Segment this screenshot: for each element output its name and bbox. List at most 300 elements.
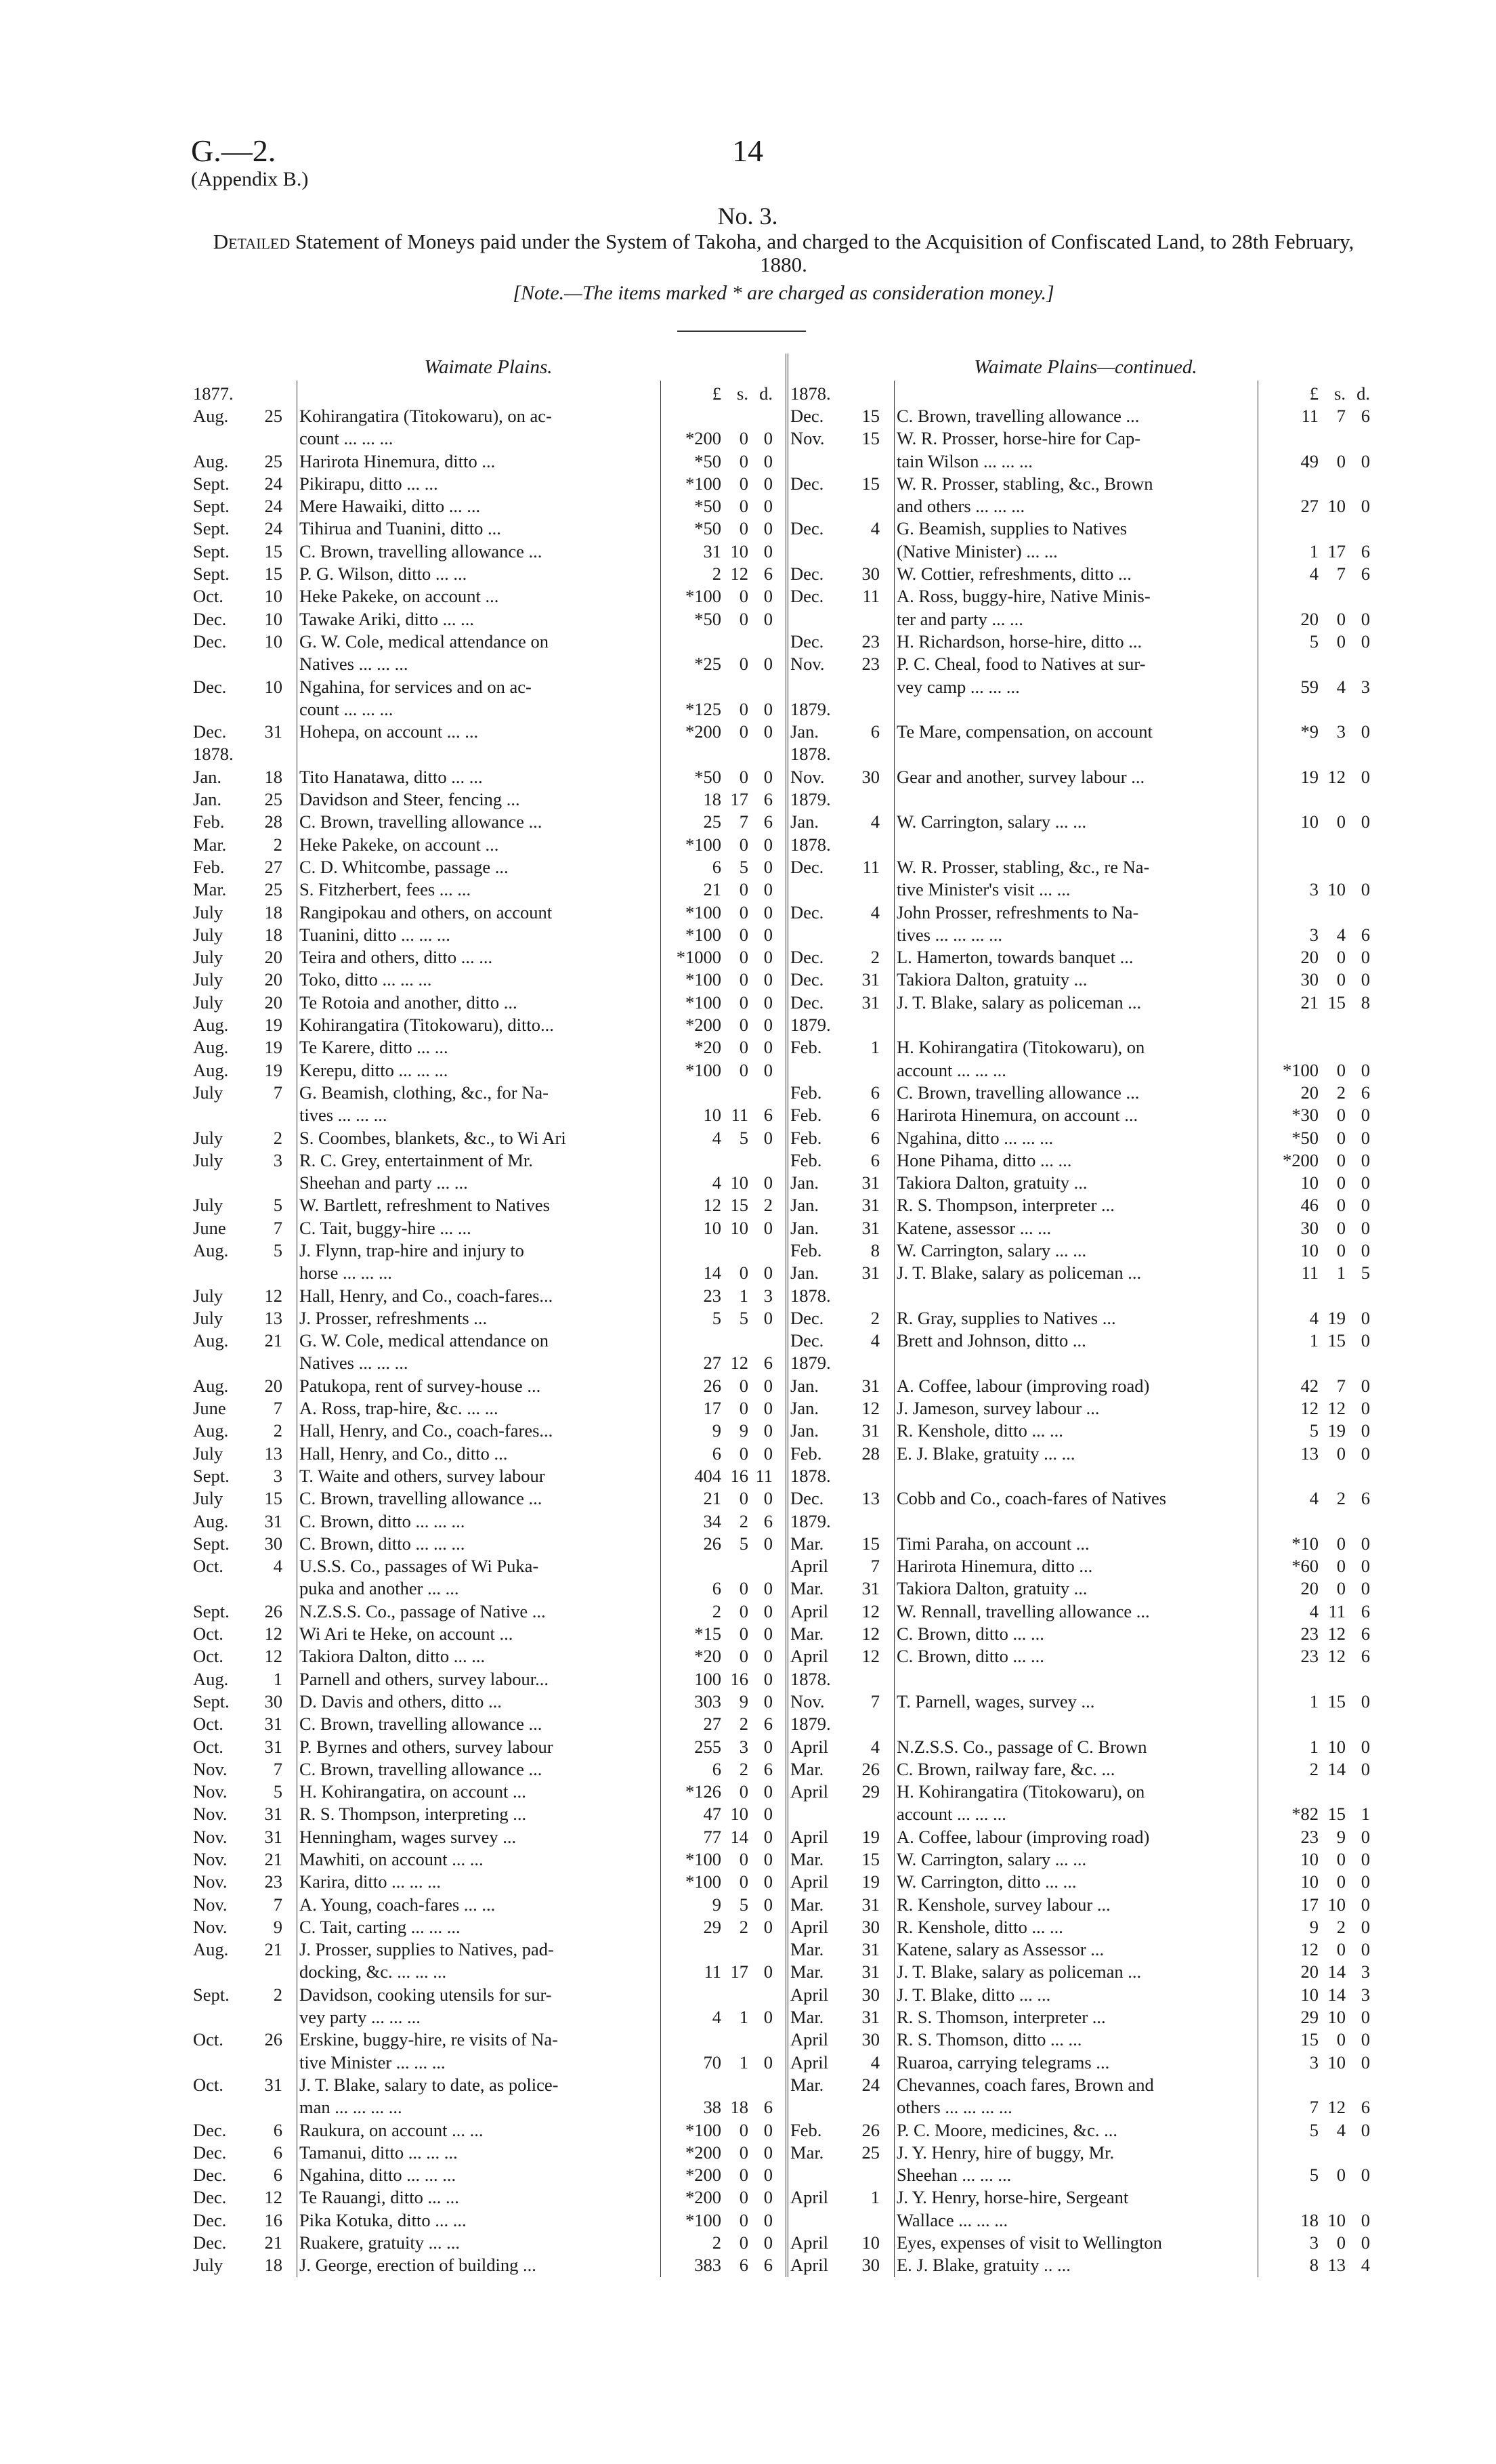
entry-day: 25 xyxy=(861,2142,880,2163)
entry-day: 10 xyxy=(264,631,282,652)
entry-pence: 0 xyxy=(1361,2029,1370,2050)
entry-description: Ngahina, ditto ... ... ... xyxy=(895,1127,1258,1149)
entry-description: P. C. Cheal, food to Natives at sur- xyxy=(895,653,1258,675)
entry-day: 30 xyxy=(264,1691,282,1712)
entry-pence: 0 xyxy=(1361,608,1370,629)
entry-day: 15 xyxy=(861,428,880,449)
entry-pence: 0 xyxy=(763,1488,773,1509)
entry-description: N.Z.S.S. Co., passage of Native ... xyxy=(297,1600,661,1623)
entry-shillings: 4 xyxy=(1336,924,1346,945)
entry-description: Sheehan ... ... ... xyxy=(895,2164,1258,2186)
entry-pence: 0 xyxy=(1361,1826,1370,1847)
entry-pounds: 2 xyxy=(712,1600,721,1621)
entry-month: Dec. xyxy=(790,564,824,585)
entry-day: 7 xyxy=(870,1556,880,1577)
entry-description: C. Brown, travelling allowance ... xyxy=(297,540,661,563)
entry-month: Sept. xyxy=(193,518,230,539)
entry-month: July xyxy=(193,1127,223,1148)
entry-shillings: 11 xyxy=(1328,1600,1346,1621)
entry-description: C. Tait, buggy-hire ... ... xyxy=(297,1217,661,1239)
entry-pounds: *100 xyxy=(685,834,721,855)
entry-description: C. Brown, travelling allowance ... xyxy=(895,1082,1258,1104)
entry-month: July xyxy=(193,1082,223,1103)
entry-pence: 0 xyxy=(763,1307,773,1328)
entry-pounds: 3 xyxy=(1309,2232,1319,2253)
ledger-row xyxy=(788,1736,1384,1758)
left-header-row xyxy=(191,381,787,405)
entry-shillings: 12 xyxy=(1327,1398,1346,1419)
entry-pence: 6 xyxy=(1361,1082,1370,1103)
entry-shillings: 0 xyxy=(739,2187,748,2208)
entry-description: tive Minister ... ... ... xyxy=(297,2052,661,2074)
entry-pence: 0 xyxy=(763,1804,773,1825)
entry-pounds: *100 xyxy=(685,924,721,945)
ledger-row xyxy=(191,653,787,675)
entry-pence: 0 xyxy=(1361,1059,1370,1080)
entry-shillings: 10 xyxy=(730,1217,748,1238)
entry-day: 10 xyxy=(264,676,282,697)
entry-pounds: 34 xyxy=(703,1510,721,1531)
ledger-row xyxy=(788,878,1384,901)
entry-pounds: *100 xyxy=(685,1849,721,1869)
ledger-row xyxy=(788,2142,1384,2164)
entry-month: Aug. xyxy=(193,450,229,471)
entry-shillings: 0 xyxy=(739,1849,748,1869)
entry-description: (Native Minister) ... ... xyxy=(895,540,1258,563)
entry-pounds: 255 xyxy=(694,1736,721,1757)
entry-month: Mar. xyxy=(790,1961,824,1982)
ledger-row xyxy=(191,1307,787,1330)
entry-pounds: 59 xyxy=(1300,676,1319,697)
entry-day: 15 xyxy=(861,1533,880,1554)
entry-month: Feb. xyxy=(193,811,225,832)
entry-day: 30 xyxy=(861,1984,880,2005)
entry-month: Feb. xyxy=(790,1127,822,1148)
ledger-row xyxy=(788,1938,1384,1961)
entry-pounds: *50 xyxy=(694,450,721,471)
entry-pence: 0 xyxy=(763,698,773,719)
consideration-note: [Note.—The items marked * are charged as consideration money.] xyxy=(513,282,1054,304)
entry-shillings: 0 xyxy=(1336,450,1346,471)
entry-shillings: 0 xyxy=(739,496,748,517)
entry-pounds: 77 xyxy=(703,1826,721,1847)
ledger-row xyxy=(788,1487,1384,1510)
entry-description: J. Jameson, survey labour ... xyxy=(895,1397,1258,1420)
entry-day: 2 xyxy=(870,947,880,968)
ledger-row xyxy=(788,766,1384,788)
entry-pence: 0 xyxy=(763,969,773,990)
entry-description: R. C. Grey, entertainment of Mr. xyxy=(297,1149,661,1172)
ledger-row xyxy=(191,1826,787,1848)
entry-pence: 5 xyxy=(1361,1262,1370,1283)
entry-pence: 6 xyxy=(1361,1646,1370,1667)
entry-pounds: *200 xyxy=(685,721,721,742)
document-number: No. 3. xyxy=(717,203,778,230)
entry-month: July xyxy=(193,1285,223,1306)
entry-month: Jan. xyxy=(790,1420,819,1441)
entry-pence: 6 xyxy=(763,1510,773,1531)
ledger-row xyxy=(191,1465,787,1487)
entry-shillings: 0 xyxy=(1336,1556,1346,1577)
entry-day: 21 xyxy=(264,2232,282,2253)
entry-description: Davidson, cooking utensils for sur- xyxy=(297,1984,661,2006)
entry-shillings: 7 xyxy=(739,811,748,832)
entry-shillings: 0 xyxy=(1336,1172,1346,1193)
entry-day: 31 xyxy=(861,1262,880,1283)
entry-day: 19 xyxy=(861,1871,880,1892)
entry-day: 12 xyxy=(861,1646,880,1667)
ledger-row xyxy=(788,1894,1384,1916)
entry-shillings: 16 xyxy=(730,1668,748,1689)
entry-description: Rangipokau and others, on account xyxy=(297,901,661,924)
entry-pounds: 2 xyxy=(1309,1758,1319,1779)
entry-pounds: 21 xyxy=(703,1488,721,1509)
entry-pence: 0 xyxy=(1361,631,1370,652)
entry-shillings: 0 xyxy=(739,1623,748,1644)
entry-shillings: 0 xyxy=(1336,2232,1346,2253)
entry-shillings: 0 xyxy=(739,473,748,494)
entry-month: Jan. xyxy=(193,789,221,810)
entry-pounds: 13 xyxy=(1300,1443,1319,1464)
entry-pence: 0 xyxy=(1361,2119,1370,2140)
entry-description: Te Rauangi, ditto ... ... xyxy=(297,2186,661,2209)
entry-month: July xyxy=(193,2255,223,2276)
entry-description: A. Ross, trap-hire, &c. ... ... xyxy=(297,1397,661,1420)
entry-day: 31 xyxy=(264,721,282,742)
entry-month: Aug. xyxy=(193,1239,229,1260)
entry-month: Dec. xyxy=(193,2165,227,2186)
entry-pounds: *100 xyxy=(685,2119,721,2140)
entry-description: account ... ... ... xyxy=(895,1059,1258,1082)
entry-shillings: 0 xyxy=(739,1646,748,1667)
entry-pounds: 9 xyxy=(712,1894,721,1915)
statement-heading xyxy=(191,230,1376,276)
entry-pence: 6 xyxy=(763,1105,773,1126)
entry-description: Raukura, on account ... ... xyxy=(297,2119,661,2142)
entry-day: 31 xyxy=(861,1894,880,1915)
ledger-row xyxy=(191,1104,787,1126)
ledger-row xyxy=(788,1803,1384,1825)
entry-month: Aug. xyxy=(193,406,229,426)
entry-description: Hall, Henry, and Co., ditto ... xyxy=(297,1443,661,1465)
entry-pounds: 9 xyxy=(1309,1916,1319,1937)
ledger-row xyxy=(788,1285,1384,1307)
entry-month: Sept. xyxy=(193,1984,230,2005)
ledger-row xyxy=(191,517,787,540)
entry-month: Dec. xyxy=(790,856,824,877)
entry-pence: 0 xyxy=(1361,1939,1370,1960)
entry-pence: 0 xyxy=(1361,1307,1370,1328)
ledger-row xyxy=(191,1600,787,1623)
entry-pence: 0 xyxy=(1361,2165,1370,2186)
entry-month: Dec. xyxy=(790,1307,824,1328)
ledger-row xyxy=(788,608,1384,631)
entry-pence: 0 xyxy=(1361,1736,1370,1757)
entry-description: J. T. Blake, salary as policeman ... xyxy=(895,1262,1258,1284)
entry-pence: 0 xyxy=(763,2119,773,2140)
entry-description: C. Brown, travelling allowance ... xyxy=(297,1758,661,1781)
ledger-row xyxy=(788,1217,1384,1239)
entry-day: 31 xyxy=(861,1939,880,1960)
ledger-row xyxy=(191,427,787,450)
entry-shillings: 10 xyxy=(730,540,748,561)
ledger-row xyxy=(191,1894,787,1916)
entry-pence: 0 xyxy=(1361,1556,1370,1577)
entry-month: April xyxy=(790,1781,828,1802)
entry-month: Sept. xyxy=(193,1691,230,1712)
ledger-row xyxy=(191,1577,787,1600)
entry-pence: 0 xyxy=(1361,1533,1370,1554)
entry-shillings: 13 xyxy=(1327,2255,1346,2276)
ledger-row xyxy=(191,2209,787,2232)
entry-shillings: 10 xyxy=(1327,879,1346,900)
entry-day: 30 xyxy=(861,564,880,585)
ledger-row xyxy=(788,721,1384,743)
entry-pounds: *100 xyxy=(685,473,721,494)
entry-day: 23 xyxy=(861,654,880,675)
ledger-row xyxy=(788,2232,1384,2254)
entry-shillings: 2 xyxy=(739,1758,748,1779)
entry-pence: 0 xyxy=(1361,1691,1370,1712)
entry-day: 30 xyxy=(861,2029,880,2050)
ledger-row xyxy=(788,1104,1384,1126)
ledger-row xyxy=(191,1533,787,1555)
entry-description: C. Brown, ditto ... ... xyxy=(895,1623,1258,1645)
entry-shillings: 0 xyxy=(1336,1127,1346,1148)
entry-shillings: 5 xyxy=(739,856,748,877)
entry-shillings: 0 xyxy=(1336,947,1346,968)
entry-pounds: *1000 xyxy=(676,947,721,968)
entry-description xyxy=(895,1285,1258,1307)
entry-month: Aug. xyxy=(193,1668,229,1689)
entry-day: 6 xyxy=(870,1149,880,1170)
ledger-row xyxy=(788,405,1384,427)
entry-day: 31 xyxy=(861,992,880,1013)
ledger-row xyxy=(191,1375,787,1397)
entry-pence: 6 xyxy=(763,1353,773,1374)
entry-day: 18 xyxy=(264,766,282,787)
entry-month: April xyxy=(790,1826,828,1847)
ledger-row xyxy=(191,901,787,924)
entry-description: C. Brown, ditto ... ... ... xyxy=(297,1533,661,1555)
entry-pounds: *100 xyxy=(685,586,721,607)
entry-pence: 0 xyxy=(1361,1758,1370,1779)
ledger-row xyxy=(788,1577,1384,1600)
entry-month: April xyxy=(790,1916,828,1937)
entry-description: Harirota Hinemura, on account ... xyxy=(895,1104,1258,1126)
entry-shillings: 0 xyxy=(739,2165,748,2186)
entry-description: J. Y. Henry, hire of buggy, Mr. xyxy=(895,2142,1258,2164)
entry-description: Mere Hawaiki, ditto ... ... xyxy=(297,495,661,517)
entry-shillings: 0 xyxy=(739,1059,748,1080)
entry-month: June xyxy=(193,1217,226,1238)
entry-shillings: 0 xyxy=(739,2209,748,2230)
entry-month: April xyxy=(790,1736,828,1757)
entry-description: Kerepu, ditto ... ... ... xyxy=(297,1059,661,1082)
entry-pounds: 10 xyxy=(703,1217,721,1238)
entry-pounds: *25 xyxy=(694,654,721,675)
right-col-shillings: s. xyxy=(1334,383,1346,404)
entry-pence: 0 xyxy=(1361,2052,1370,2073)
ledger-row xyxy=(191,2052,787,2074)
entry-pence: 6 xyxy=(763,2255,773,2276)
entry-month: Dec. xyxy=(790,518,824,539)
entry-pence: 3 xyxy=(763,1285,773,1306)
entry-description: docking, &c. ... ... ... xyxy=(297,1961,661,1983)
entry-pence: 0 xyxy=(763,879,773,900)
entry-description: Tamanui, ditto ... ... ... xyxy=(297,2142,661,2164)
entry-description: C. Brown, ditto ... ... ... xyxy=(297,1510,661,1533)
entry-day: 5 xyxy=(273,1239,282,1260)
entry-description: Ruaroa, carrying telegrams ... xyxy=(895,2052,1258,2074)
entry-pounds: 10 xyxy=(1300,1172,1319,1193)
ledger-row xyxy=(191,1194,787,1216)
entry-pence: 6 xyxy=(763,1714,773,1735)
entry-description: C. Brown, travelling allowance ... xyxy=(297,1487,661,1510)
entry-pence: 2 xyxy=(763,1195,773,1216)
entry-shillings: 10 xyxy=(1327,496,1346,517)
entry-day: 2 xyxy=(273,834,282,855)
entry-shillings: 1 xyxy=(1336,1262,1346,1283)
entry-shillings: 0 xyxy=(739,2142,748,2163)
entry-description xyxy=(895,788,1258,811)
entry-shillings: 0 xyxy=(1336,1849,1346,1869)
entry-pounds: *9 xyxy=(1300,721,1319,742)
entry-day: 21 xyxy=(264,1939,282,1960)
entry-day: 13 xyxy=(264,1307,282,1328)
ledger-row xyxy=(788,1059,1384,1082)
ledger-row xyxy=(788,992,1384,1014)
entry-description xyxy=(895,1465,1258,1487)
entry-month: Mar. xyxy=(790,2142,824,2163)
ledger-row xyxy=(788,1465,1384,1487)
entry-pounds: 20 xyxy=(1300,1961,1319,1982)
entry-shillings: 0 xyxy=(739,586,748,607)
ledger-row xyxy=(788,1082,1384,1104)
entry-day: 20 xyxy=(264,947,282,968)
entry-description: W. Carrington, ditto ... ... xyxy=(895,1871,1258,1893)
entry-pounds: *200 xyxy=(685,2187,721,2208)
entry-description: J. Flynn, trap-hire and injury to xyxy=(297,1239,661,1262)
entry-pence: 4 xyxy=(1361,2255,1370,2276)
ledger-row xyxy=(788,631,1384,653)
entry-day: 2 xyxy=(870,1307,880,1328)
entry-description: C. Brown, travelling allowance ... xyxy=(297,1713,661,1735)
entry-month: Nov. xyxy=(193,1871,228,1892)
entry-month: Mar. xyxy=(193,834,227,855)
entry-description: W. Carrington, salary ... ... xyxy=(895,811,1258,833)
entry-pounds: *20 xyxy=(694,1646,721,1667)
heading-lead: Detailed xyxy=(213,230,291,253)
entry-pence: 0 xyxy=(763,1871,773,1892)
ledger-row xyxy=(788,2074,1384,2096)
entry-pence: 0 xyxy=(763,1646,773,1667)
entry-day: 31 xyxy=(861,1172,880,1193)
entry-pounds: 31 xyxy=(703,540,721,561)
ledger-row xyxy=(191,1127,787,1149)
entry-description: Wallace ... ... ... xyxy=(895,2209,1258,2232)
ledger-row xyxy=(191,743,787,765)
entry-day: 15 xyxy=(264,1488,282,1509)
entry-day: 12 xyxy=(861,1600,880,1621)
entry-pounds: *200 xyxy=(685,1015,721,1036)
heading-text: Statement of Moneys paid under the System of Takoha, and charged to the Acquisition of Confiscated Land, to 28th February, 1880. xyxy=(295,230,1354,276)
entry-month: Nov. xyxy=(790,766,825,787)
entry-shillings: 12 xyxy=(1327,2097,1346,2118)
left-col-pence: d. xyxy=(759,383,773,404)
entry-month: Oct. xyxy=(193,1736,223,1757)
ledger-row xyxy=(788,1397,1384,1420)
entry-month: Oct. xyxy=(193,2074,223,2095)
entry-shillings: 2 xyxy=(1336,1082,1346,1103)
entry-day: 4 xyxy=(870,2052,880,2073)
entry-pence: 0 xyxy=(763,1262,773,1283)
entry-description: ter and party ... ... xyxy=(895,608,1258,631)
entry-shillings: 0 xyxy=(739,698,748,719)
entry-description: R. Kenshole, ditto ... ... xyxy=(895,1420,1258,1442)
ledger-row xyxy=(788,1555,1384,1577)
entry-pounds: 4 xyxy=(712,1172,721,1193)
entry-pounds: *50 xyxy=(694,766,721,787)
entry-shillings: 0 xyxy=(739,518,748,539)
entry-day: 28 xyxy=(861,1443,880,1464)
entry-day: 12 xyxy=(264,1623,282,1644)
entry-month: July xyxy=(193,1488,223,1509)
entry-description: man ... ... ... ... xyxy=(297,2096,661,2119)
entry-description: W. Rennall, travelling allowance ... xyxy=(895,1600,1258,1623)
ledger-row xyxy=(788,856,1384,878)
ledger-row xyxy=(191,2119,787,2142)
ledger-row xyxy=(191,563,787,585)
entry-shillings: 14 xyxy=(730,1826,748,1847)
entry-description: Takiora Dalton, ditto ... ... xyxy=(297,1645,661,1668)
entry-pounds: 2 xyxy=(712,2232,721,2253)
entry-pounds: *100 xyxy=(685,992,721,1013)
entry-description: Eyes, expenses of visit to Wellington xyxy=(895,2232,1258,2254)
entry-month: Aug. xyxy=(193,1375,229,1396)
entry-description: C. D. Whitcombe, passage ... xyxy=(297,856,661,878)
entry-day: 16 xyxy=(264,2209,282,2230)
ledger-row xyxy=(788,946,1384,969)
entry-pounds: 10 xyxy=(1300,1871,1319,1892)
entry-pence: 0 xyxy=(763,766,773,787)
ledger-row xyxy=(191,788,787,811)
entry-pounds: 27 xyxy=(1300,496,1319,517)
entry-month: 1879. xyxy=(790,789,831,810)
ledger-row xyxy=(191,2142,787,2164)
entry-month: Dec. xyxy=(193,2142,227,2163)
ledger-row xyxy=(191,1443,787,1465)
entry-month: Dec. xyxy=(790,1330,824,1351)
entry-pence: 0 xyxy=(763,1826,773,1847)
entry-description: A. Ross, buggy-hire, Native Minis- xyxy=(895,585,1258,608)
entry-description: C. Brown, travelling allowance ... xyxy=(297,811,661,833)
entry-description xyxy=(895,1014,1258,1036)
ledger-row xyxy=(788,1510,1384,1533)
entry-description: G. W. Cole, medical attendance on xyxy=(297,631,661,653)
entry-day: 2 xyxy=(273,1127,282,1148)
ledger-row xyxy=(191,1330,787,1352)
entry-pence: 0 xyxy=(763,1059,773,1080)
ledger-row xyxy=(788,450,1384,473)
entry-pence: 6 xyxy=(1361,406,1370,426)
entry-month: Nov. xyxy=(193,1781,228,1802)
ledger-row xyxy=(788,540,1384,563)
entry-description: R. S. Thompson, interpreter ... xyxy=(895,1194,1258,1216)
entry-shillings: 2 xyxy=(1336,1488,1346,1509)
entry-day: 7 xyxy=(273,1758,282,1779)
entry-month: Dec. xyxy=(193,2187,227,2208)
